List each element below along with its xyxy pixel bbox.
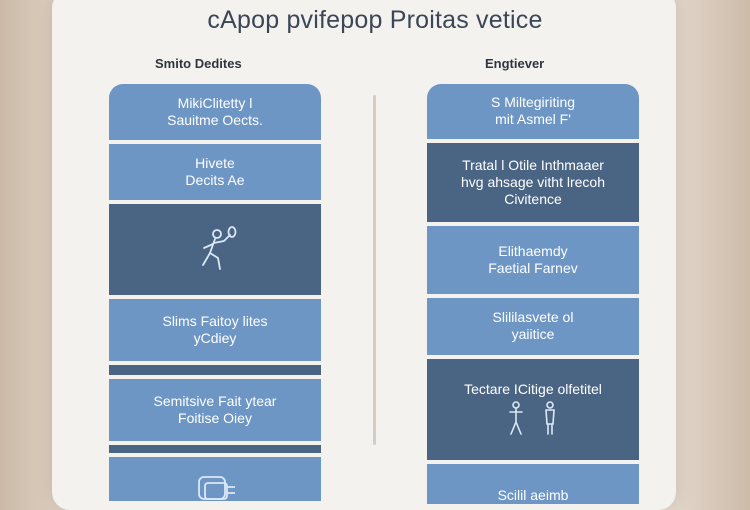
page-title: cApop pvifepop Proitas vetice (207, 6, 543, 34)
list-item[interactable] (109, 84, 321, 140)
runner-icon (190, 225, 240, 275)
column-divider (373, 95, 376, 445)
tile-line: Tratal l Otile Inthmaaer (462, 156, 604, 173)
left-column (109, 84, 321, 504)
tile-line: Faetial Farnev (488, 259, 578, 276)
tile-line: Civitence (504, 190, 562, 207)
right-column-heading: Engtiever (485, 56, 545, 71)
tile-line: Scilil aeimb (497, 487, 569, 503)
tile-line: Slililasvete ol (492, 309, 574, 326)
tile-line: Foitise Oiey (178, 410, 252, 426)
list-item[interactable] (109, 379, 321, 441)
tile-line: yaiitice (511, 326, 555, 343)
list-item[interactable] (109, 445, 321, 453)
list-item[interactable] (109, 299, 321, 361)
list-item[interactable] (109, 204, 321, 295)
list-item[interactable] (427, 464, 639, 504)
tile-line: Hivete (195, 155, 235, 171)
tile-line: Tectare ICitige olfetitel (464, 381, 602, 398)
list-item[interactable] (427, 143, 639, 222)
tile-line: Decits Ae (185, 172, 245, 188)
tile-line: yCdiey (193, 330, 237, 346)
tile-line: MikiClitetty l (177, 95, 253, 111)
right-column (427, 84, 639, 504)
list-item[interactable] (427, 298, 639, 356)
tile-line: Elithaemdy (498, 242, 568, 259)
tile-line: hvg ahsage vitht lrecoh (461, 173, 605, 190)
left-column-heading: Smito Dedites (155, 56, 242, 71)
two-figures-icon (498, 398, 568, 438)
tile-line: mit Asmel F' (495, 111, 571, 128)
list-item[interactable] (109, 365, 321, 375)
tile-line: Semitsive Fait ytear (153, 393, 277, 409)
device-icon (189, 469, 241, 501)
tile-line: S Miltegiriting (490, 94, 576, 111)
tile-line: Slims Faitoy lites (162, 313, 268, 329)
list-item[interactable] (427, 359, 639, 460)
list-item[interactable] (427, 226, 639, 294)
list-item[interactable] (427, 84, 639, 139)
tile-line: Sauitme Oects. (167, 112, 263, 128)
list-item[interactable] (109, 144, 321, 200)
list-item[interactable] (109, 457, 321, 501)
